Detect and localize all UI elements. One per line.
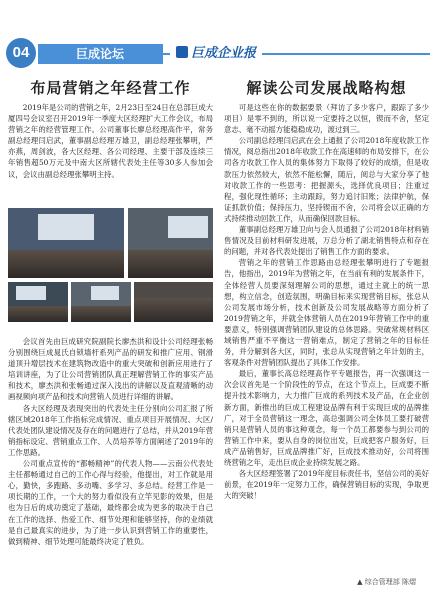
author-credit: ▲ 综合管理部 陈熠 [357,578,416,586]
right-paragraph: 最后，董事长高总经理高作平专题报告，再一次强调这一次会议首先是一个阶段性的节点，在这个节点上，巨成要不断提升技术影响力，大力推广巨成的系列技术及产品，在企业创新方面，新推出的巨成工程建设品牌有利于实现巨成的品牌推广，对于全员营销这一理念，高总强调公司全体员工要打破营销只是营销人员的事这种观念，每一个员工都要参与到公司的营销工作中来，要从自身的岗位出发，巨成把客户服务好，巨成产品销售好，巨成品牌推广好，巨成技术推动好，公司将围绕营销之年，走出巨成企业持续发展之路。 [224,369,429,467]
left-article-title: 布局营销之年经营工作 [30,79,191,97]
left-article-continued [8,336,213,547]
meeting-photo [128,208,213,278]
meeting-photo [71,282,131,322]
left-paragraph: 公司重点宣传的“都畅精神”的代表人物——云南公代表处主任都畅通过自己的工作心得与经验，他提出，对工作就是用心，勤快，多跑路、多动嘴、多学习、多总结。经营工作是一项长期的工作，一个大的努力看似没有立竿见影的效果，但是也为日后的成功奠定了基础，最终都会成为更多的取决于自己在工作的选择、热爱工作、细节处理和能够坚持，你的业绩就是自己最真实的进步，为了进一步认识到营销工作的重要性，做到精神、细节处理可能最终决定了胜负。 [8,459,213,546]
right-paragraph: 可是这些在你的数据要景（拜访了多少客户，跟踪了多少项目）是零不到的，所以说一定要持之以恒，锲而不舍，坚定意志、毫不动摇方能稳稳成功，渡过到三。 [224,103,429,135]
left-article [8,78,213,180]
left-paragraph: 2019年是公司的营销之年，2月23日至24日在总部巨成大厦四号会议室召开2019年一季度大区经理扩大工作会议，布局营销之年的经营管理工作。公司董事长廖总经理高作平，常务副总经理闫启武，董事副总经理万雄卫，副总经理张攀明，严亦燕，周剑波，各大区经理、各公司经理、主要干部及连续三年销售超50万元及中南大区所辖代表处主任等30多人参加会议，会议由副总经理张攀明主持。 [8,103,213,179]
left-paragraph: 各大区经理及表现突出的代表处主任分别向公司汇报了所辖区域2018年工作指标完成情况、重点项目开展情况、大区/代表处团队建设情况及存在的问题进行了总结，并从2019年营销指标设定、营销重点工作、人员培养等方面阐述了2019年的工作思路。 [8,403,213,457]
right-paragraph: 董事副总经理万雄卫向与会人员通报了公司2018年材料销售情况及目前材料研发进展，万总分析了湖北销售特点和存在的问题，并对各代表处提出了销售工作方面的要求。 [224,225,429,257]
meeting-photo [8,208,124,278]
right-article [224,78,429,501]
section-title: 巨成论坛 [38,44,163,64]
right-paragraph: 各大区经理签署了2019年度目标责任书，坚信公司的美好前景，在2019年一定努力工作，确保营销目标的实现，争取更大的突破！ [224,469,429,501]
right-article-title: 解读公司发展战略构想 [246,79,407,97]
left-paragraph: 会议首先由巨成研究院副院长廖杰洪和设计公司经理张畅分别围绕巨成晁氏自锁墙杆系列产品的研发和推广应用、钢滑道顶升增层技术在建筑物改造中的重大突破和创新应用进行了培训讲座，为了让公司营销团队真正理解营销工作的事实产品和技术，廖杰洪和张畅通过深入浅出的讲解以及直观清晰的动画视频向项产品和技术向营销人员进行详细的讲解。 [8,337,213,402]
meeting-photo [8,282,68,322]
right-paragraph: 公司副总经理闫启武在会上通报了公司2018年度收款工作情况，阅总指出2018年收款工作在高速师的布局安排下，在公司各方收款工作人员的集体努力下取得了较好的成绩，但是收款压力依然较大，依然不能松懈，随后，阅总与大家分享了他对收款工作的一些思考：把握源头，选择优良项目；注重过程，强化现性循环；主动跟踪，努力追讨旧账；法律护航，保证抓款价值；保持压力，坚持锲而不舍，公司将会以正确的方式持续推动回款工作，从而确保回款目标。 [224,136,429,223]
logo-icon [176,46,188,58]
right-paragraph: 营销之年的营销工作思路由总经理张攀明进行了专题报告，他指出，2019年为营销之年，在当前有利的发展条件下，全体经营人员要深刻理解公司的思想，通过主就上的统一思想，构立信念，创造氛围，明确目标来实现营销目标，张总从公司发展市场分析，技术创新及公司发展战略等方面分析了2019营销之年，并就全体营销人员在2019年营销工作中的重要意义，特别强调营销团队建设的总体思路。突破常规材料区域销售严重不平衡这一营销难点，制定了营销之年的目标任务，并分解到各大区，同时，张总从实现营销之年计划的主，客观条件对营销团队提出了具体工作安排。 [224,258,429,368]
newspaper-logo [170,44,262,64]
meeting-photo [134,282,213,322]
page-number: 04 [6,38,36,68]
photo-collage [8,208,213,328]
logo-text: 巨成企业报 [191,46,257,61]
